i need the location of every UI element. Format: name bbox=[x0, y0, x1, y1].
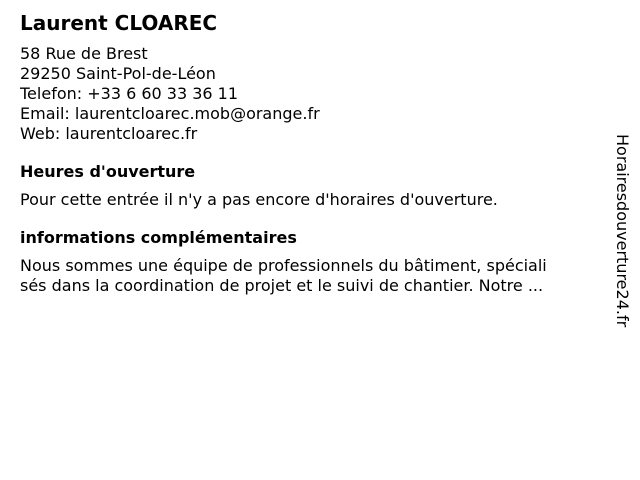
street-address: 58 Rue de Brest bbox=[20, 44, 148, 63]
opening-hours-text: Pour cette entrée il n'y a pas encore d'horaires d'ouverture. bbox=[20, 190, 498, 209]
additional-info-text bbox=[20, 256, 590, 296]
business-name: Laurent CLOAREC bbox=[20, 11, 218, 35]
web-line[interactable]: Web: laurentcloarec.fr bbox=[20, 124, 198, 143]
city-line: 29250 Saint-Pol-de-Léon bbox=[20, 64, 216, 83]
business-entry bbox=[20, 10, 595, 296]
opening-hours-heading: Heures d'ouverture bbox=[20, 162, 196, 181]
additional-info-line: Nous sommes une équipe de professionnels du bâtiment, spéciali bbox=[20, 256, 547, 275]
additional-info-line: sés dans la coordination de projet et le suivi de chantier. Notre ... bbox=[20, 276, 544, 295]
phone-line[interactable]: Telefon: +33 6 60 33 36 11 bbox=[20, 84, 239, 103]
address-block bbox=[20, 44, 595, 144]
additional-info-heading: informations complémentaires bbox=[20, 228, 297, 247]
site-watermark: Horairesdouverture24.fr bbox=[613, 134, 632, 328]
email-line[interactable]: Email: laurentcloarec.mob@orange.fr bbox=[20, 104, 320, 123]
